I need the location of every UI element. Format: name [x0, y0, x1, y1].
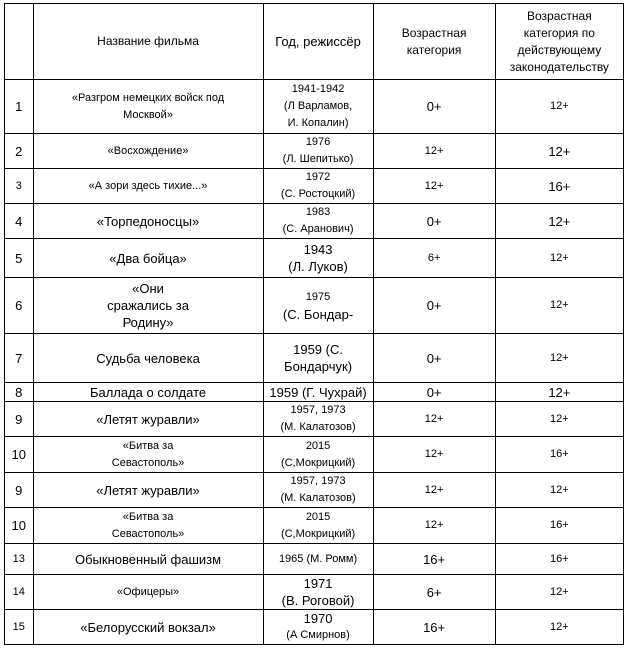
table-row [5, 402, 624, 437]
film-year-line: 1983 [305, 206, 331, 218]
age-category-law: 12+ [495, 278, 623, 334]
age-category: 0+ [373, 80, 495, 134]
age-category: 12+ [373, 473, 495, 508]
film-title-line: Баллада о солдате [89, 384, 207, 400]
film-title [33, 544, 263, 575]
film-title-line: Судьба человека [96, 350, 200, 366]
film-year-line: Бондарчук) [284, 359, 353, 374]
film-year-director [263, 508, 373, 544]
film-year-director [263, 610, 373, 645]
row-number: 9 [5, 402, 34, 437]
film-year-director [263, 383, 373, 402]
film-year-line: 1965 (М. Ромм) [278, 552, 358, 565]
age-category: 16+ [373, 610, 495, 645]
film-title-line: «А зори здесь тихие...» [88, 179, 208, 192]
age-category: 0+ [373, 204, 495, 239]
film-title [33, 204, 263, 239]
header-row [5, 4, 624, 80]
film-title-line: «Они [132, 281, 164, 296]
table-row [5, 204, 624, 239]
table-row [5, 334, 624, 383]
row-number: 15 [5, 610, 34, 645]
age-category-law: 16+ [495, 437, 623, 473]
table-row [5, 544, 624, 575]
table-row [5, 575, 624, 610]
film-title [33, 402, 263, 437]
row-number: 2 [5, 134, 34, 169]
header-title: Название фильма [33, 4, 263, 80]
film-title [33, 278, 263, 334]
age-category: 0+ [373, 278, 495, 334]
film-year-director [263, 80, 373, 134]
film-year-line: 1975 [305, 290, 331, 303]
table-row [5, 383, 624, 402]
film-title [33, 508, 263, 544]
film-year-line: 2015 [305, 510, 331, 523]
film-year-line: (Л. Луков) [288, 259, 348, 274]
film-year-line: (М. Калатозов) [280, 421, 356, 433]
row-number: 14 [5, 575, 34, 610]
age-category-law: 12+ [495, 383, 623, 402]
header-law [495, 4, 623, 80]
age-category: 12+ [373, 437, 495, 473]
header-age-line: Возрастная [401, 25, 467, 40]
age-category-law: 16+ [495, 508, 623, 544]
header-law-line: Возрастная [527, 8, 592, 23]
film-year-line: (С. Бондар- [282, 306, 354, 322]
header-law-line: законодательству [509, 59, 609, 74]
header-law-line: категория по [523, 25, 595, 40]
age-category: 16+ [373, 544, 495, 575]
header-age-line: категория [406, 42, 462, 57]
film-title-line: «Летят журавли» [96, 482, 200, 498]
film-year-director [263, 334, 373, 383]
film-year-line: 1959 (Г. Чухрай) [269, 384, 367, 400]
age-category: 6+ [373, 575, 495, 610]
film-year-line: (В. Роговой) [281, 593, 355, 608]
films-table [4, 3, 624, 645]
film-title [33, 383, 263, 402]
film-title-line: Москвой» [123, 108, 173, 121]
table-row [5, 80, 624, 134]
film-year-line: (М. Калатозов) [280, 492, 356, 504]
film-year-director [263, 239, 373, 278]
row-number: 3 [5, 169, 34, 204]
age-category-law: 12+ [495, 134, 623, 169]
table-row [5, 169, 624, 204]
film-year-line: 1957, 1973 [290, 404, 346, 416]
row-number: 8 [5, 383, 34, 402]
age-category: 12+ [373, 508, 495, 544]
film-title-line: «Офицеры» [116, 585, 180, 598]
film-year-line: (С,Мокрицкий) [280, 527, 356, 540]
age-category: 6+ [373, 239, 495, 278]
film-year-director [263, 544, 373, 575]
header-age [373, 4, 495, 80]
film-year-line: (С,Мокрицкий) [280, 456, 356, 469]
film-title [33, 473, 263, 508]
table-body [5, 80, 624, 645]
row-number: 10 [5, 508, 34, 544]
film-title [33, 334, 263, 383]
film-year-line: 2015 [305, 439, 331, 452]
film-title-line: «Два бойца» [109, 250, 187, 266]
header-law-line: действующему [517, 42, 602, 57]
film-title-line: «Торпедоносцы» [96, 213, 200, 229]
film-year-director [263, 278, 373, 334]
header-year: Год, режиссёр [263, 4, 373, 80]
film-title-line: «Битва за [122, 510, 174, 523]
table-row [5, 437, 624, 473]
age-category: 0+ [373, 334, 495, 383]
film-title-line: «Восхождение» [107, 144, 189, 157]
film-year-director [263, 473, 373, 508]
film-title-line: «Летят журавли» [96, 411, 200, 427]
age-category-law: 12+ [495, 473, 623, 508]
row-number: 4 [5, 204, 34, 239]
film-year-director [263, 134, 373, 169]
film-year-line: (С. Ростоцкий) [280, 188, 356, 200]
film-title [33, 575, 263, 610]
film-year-line: 1941-1942 [291, 83, 345, 95]
film-title [33, 239, 263, 278]
row-number: 7 [5, 334, 34, 383]
film-title [33, 134, 263, 169]
film-year-line: 1957, 1973 [290, 475, 346, 487]
row-number: 9 [5, 473, 34, 508]
table-row [5, 134, 624, 169]
film-year-line: (С. Аранович) [282, 223, 354, 235]
film-title-line: «Белорусский вокзал» [80, 619, 216, 635]
age-category-law: 12+ [495, 610, 623, 645]
film-year-director [263, 575, 373, 610]
film-year-line: (Л Варламов, [283, 100, 353, 112]
film-year-line: 1943 [303, 242, 333, 257]
age-category-law: 16+ [495, 544, 623, 575]
age-category-law: 12+ [495, 80, 623, 134]
table-row [5, 239, 624, 278]
film-title [33, 169, 263, 204]
age-category-law: 12+ [495, 204, 623, 239]
film-year-line: И. Копалин) [287, 117, 349, 129]
table-row [5, 508, 624, 544]
table-row [5, 473, 624, 508]
film-year-director [263, 204, 373, 239]
film-year-line: 1972 [305, 171, 331, 183]
table-row [5, 278, 624, 334]
age-category: 12+ [373, 169, 495, 204]
film-title [33, 437, 263, 473]
film-year-line: 1976 [305, 136, 331, 148]
age-category: 12+ [373, 134, 495, 169]
row-number: 13 [5, 544, 34, 575]
film-title [33, 610, 263, 645]
film-year-director [263, 437, 373, 473]
film-year-director [263, 169, 373, 204]
age-category-law: 12+ [495, 239, 623, 278]
row-number: 10 [5, 437, 34, 473]
table-row [5, 610, 624, 645]
film-title-line: сражались за [107, 298, 189, 313]
film-title-line: Обыкновенный фашизм [74, 551, 222, 567]
film-year-line: 1970 [303, 611, 333, 626]
film-year-line: 1959 (С. [293, 342, 343, 357]
film-title-line: Севастополь» [111, 456, 185, 469]
age-category-law: 12+ [495, 402, 623, 437]
film-year-line: (А Смирнов) [286, 629, 350, 641]
header-num [5, 4, 34, 80]
film-title-line: «Разгром немецких войск под [71, 91, 225, 104]
row-number: 6 [5, 278, 34, 334]
age-category-law: 16+ [495, 169, 623, 204]
age-category: 0+ [373, 383, 495, 402]
film-title-line: Севастополь» [111, 527, 185, 540]
film-title-line: «Битва за [122, 439, 174, 452]
film-year-director [263, 402, 373, 437]
row-number: 5 [5, 239, 34, 278]
age-category-law: 12+ [495, 334, 623, 383]
film-year-line: 1971 [303, 576, 333, 591]
age-category: 12+ [373, 402, 495, 437]
age-category-law: 12+ [495, 575, 623, 610]
film-year-line: (Л. Шепитько) [282, 153, 354, 165]
film-title [33, 80, 263, 134]
film-title-line: Родину» [122, 315, 174, 330]
row-number: 1 [5, 80, 34, 134]
